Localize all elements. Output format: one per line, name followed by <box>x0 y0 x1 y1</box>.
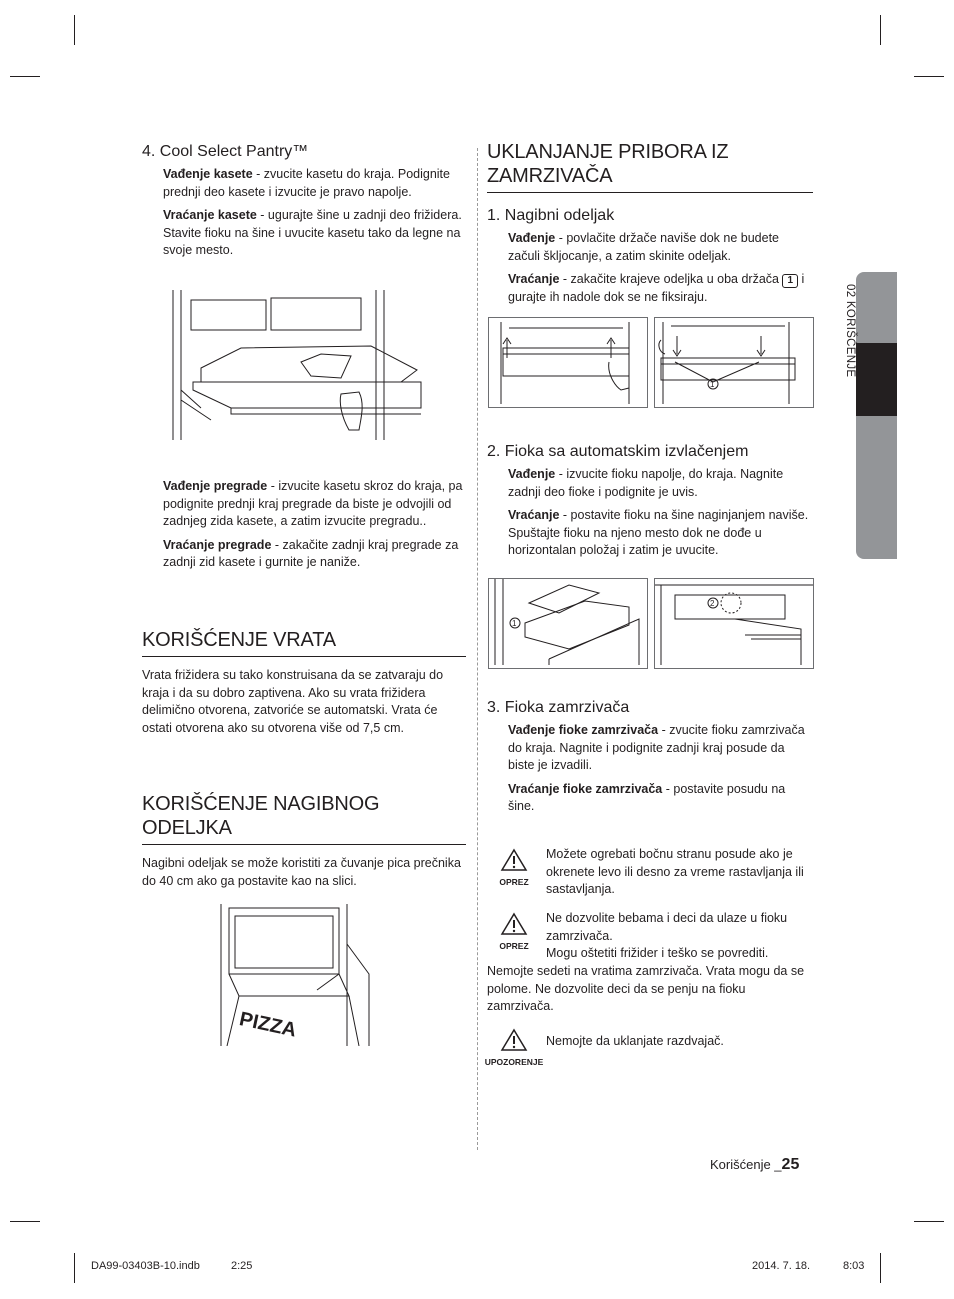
crop-mark <box>74 15 75 45</box>
text: - povlačite držače naviše dok ne budete začuli škljocanje, a zatim skinite odeljak. <box>508 231 779 263</box>
print-file-time: 2:25 <box>231 1260 253 1272</box>
text: - zvucite fioku zamrzivača do kraja. Nagnite i podignite zadnji kraj posude da biste je izvadili. <box>508 723 805 772</box>
freezer-drawer-paragraph <box>508 722 813 775</box>
page-label: Korišćenje _ <box>710 1157 782 1172</box>
caution-label: OPREZ <box>499 941 529 951</box>
crop-mark <box>74 1253 75 1283</box>
tilt-section <box>142 792 466 896</box>
tilt-bin-insert-icon <box>655 318 813 407</box>
right-column <box>487 140 813 312</box>
crop-mark <box>10 76 40 77</box>
caution-text-2a: Ne dozvolite bebama i deci da ulaze u fioku zamrzivača. <box>546 911 788 943</box>
warning-label: UPOZORENJE <box>484 1057 544 1067</box>
term: Vađenje <box>508 231 556 245</box>
tilt-text: Nagibni odeljak se može koristiti za čuvanje pica prečnika do 40 cm ako ga postavite kao na slici. <box>142 856 461 888</box>
tilt-bin-heading: 1. Nagibni odeljak <box>487 207 615 224</box>
auto-drawer-heading: 2. Fioka sa automatskim izvlačenjem <box>487 443 749 460</box>
caution-text-2b: Mogu oštetiti frižider i teško se povrediti. <box>546 946 769 960</box>
warning-triangle-icon <box>500 912 528 936</box>
tilt-bin-paragraph <box>508 230 813 265</box>
column-divider <box>477 148 478 1150</box>
pantry-heading: 4. Cool Select Pantry™ <box>142 143 309 160</box>
term: Vraćanje fioke zamrzivača <box>508 781 663 796</box>
pizza-illustration <box>219 904 373 1046</box>
print-file: DA99-03403B-10.indb <box>91 1260 200 1272</box>
term: Vraćanje <box>508 508 560 522</box>
caution-block-1 <box>484 848 544 887</box>
warning-text: Nemojte da uklanjate razdvajač. <box>546 1034 724 1048</box>
crop-mark <box>880 1253 881 1283</box>
text: - postavite posudu na šine. <box>508 781 786 813</box>
auto-drawer-figure-1 <box>488 578 648 669</box>
auto-drawer-paragraph <box>508 466 813 501</box>
chapter-tab-marker <box>856 343 897 416</box>
doors-section <box>142 628 466 743</box>
crop-mark <box>914 76 944 77</box>
caution-label: OPREZ <box>499 877 529 887</box>
text: - zakačite zadnji kraj pregrade za zadnji zid kasete i gurnite je naniže. <box>163 537 459 569</box>
caution-block-2 <box>484 912 544 951</box>
chapter-tab-label: 02 KORIŠĆENJE <box>844 284 856 378</box>
warning-triangle-icon <box>500 1028 528 1052</box>
pantry-paragraph <box>163 166 466 201</box>
left-column <box>142 142 466 266</box>
callout-box: 1 <box>782 274 798 288</box>
text: - zakačite krajeve odeljka u oba držača <box>559 272 783 286</box>
text: - zvucite kasetu do kraja. Podignite prednji deo kasete i izvucite je pravo napolje. <box>163 167 450 199</box>
crop-mark <box>880 15 881 45</box>
callout-2: 2 <box>710 599 715 608</box>
crop-mark <box>914 1221 944 1222</box>
text: i gurajte ih nadole dok se ne fiksiraju. <box>508 272 805 304</box>
pantry-illustration <box>171 290 428 444</box>
text: - izvucite kasetu skroz do kraja, pa podignite prednji kraj pregrade da biste je odvojili od zadnjeg zida kasete, a zatim izvucite pregradu.. <box>163 479 463 528</box>
callout-1: 1 <box>512 619 517 628</box>
page-number: 25 <box>781 1156 800 1173</box>
pantry-drawer-icon <box>171 290 428 444</box>
tilt-bin-remove-icon <box>489 318 647 407</box>
crop-mark <box>10 1221 40 1222</box>
freezer-drawer-section <box>487 698 813 822</box>
text: - postavite fioku na šine naginjanjem naviše. Spuštajte fioku na njeno mesto dok ne dođe u horizontalan položaj i zatim je uvucite. <box>508 508 809 557</box>
freezer-drawer-paragraph <box>508 781 813 816</box>
pantry-paragraph <box>163 207 466 260</box>
pantry-paragraph <box>163 478 466 531</box>
term: Vraćanje <box>508 272 560 286</box>
page-number-area <box>710 1156 799 1174</box>
print-date-time: 8:03 <box>843 1260 865 1272</box>
term: Vađenje fioke zamrzivača <box>508 723 659 737</box>
tilt-bin-figure-2 <box>654 317 814 408</box>
auto-drawer-figure-2 <box>654 578 814 669</box>
term: Vađenje kasete <box>163 167 253 181</box>
tilt-bin-figure-1 <box>488 317 648 408</box>
callout-1: 1 <box>710 380 715 389</box>
caution-text-2c: Nemojte sedeti na vratima zamrzivača. Vrata mogu da se polome. Ne dozvolite deci da se penju na fioku zamrzivača. <box>487 964 805 1013</box>
term: Vraćanje pregrade <box>163 537 272 552</box>
freezer-drawer-heading: 3. Fioka zamrzivača <box>487 699 630 716</box>
text: - ugurajte šine u zadnji deo frižidera. Stavite fioku na šine i uvucite kasetu tako da legne na svoje mesto. <box>163 208 462 257</box>
print-date: 2014. 7. 18. <box>752 1260 811 1272</box>
auto-drawer-paragraph <box>508 507 813 560</box>
auto-drawer-insert-icon <box>655 579 813 668</box>
term: Vađenje pregrade <box>163 479 268 493</box>
warning-triangle-icon <box>500 848 528 872</box>
caution-text-1: Možete ogrebati bočnu stranu posude ako je okrenete levo ili desno za vreme rastavljanja ili sastavljanja. <box>546 847 804 896</box>
auto-drawer-section <box>487 442 813 566</box>
doors-heading: KORIŠĆENJE VRATA <box>142 628 466 657</box>
term: Vađenje <box>508 467 556 481</box>
warning-block <box>484 1028 544 1067</box>
doors-text: Vrata frižidera su tako konstruisana da se zatvaraju do kraja i da su dobro zaptivena. Ako su vrata frižidera delimično otvorena, zatvoriće se automatski. Vrata će ostati otvorena ako su otvorena više od 7,5 cm. <box>142 668 444 735</box>
text: - izvucite fioku napolje, do kraja. Nagnite zadnji deo fioke i podignite je uvis. <box>508 467 784 499</box>
tilt-bin-paragraph <box>508 271 813 306</box>
pizza-label: PIZZA <box>237 1008 299 1042</box>
term: Vraćanje kasete <box>163 208 257 222</box>
tilt-heading: KORIŠĆENJE NAGIBNOG ODELJKA <box>142 792 466 845</box>
auto-drawer-remove-icon <box>489 579 647 668</box>
tilt-bin-icon <box>219 904 373 1046</box>
freezer-heading: UKLANJANJE PRIBORA IZ ZAMRZIVAČA <box>487 140 813 193</box>
left-column-2 <box>142 478 466 578</box>
pantry-paragraph <box>163 537 466 572</box>
